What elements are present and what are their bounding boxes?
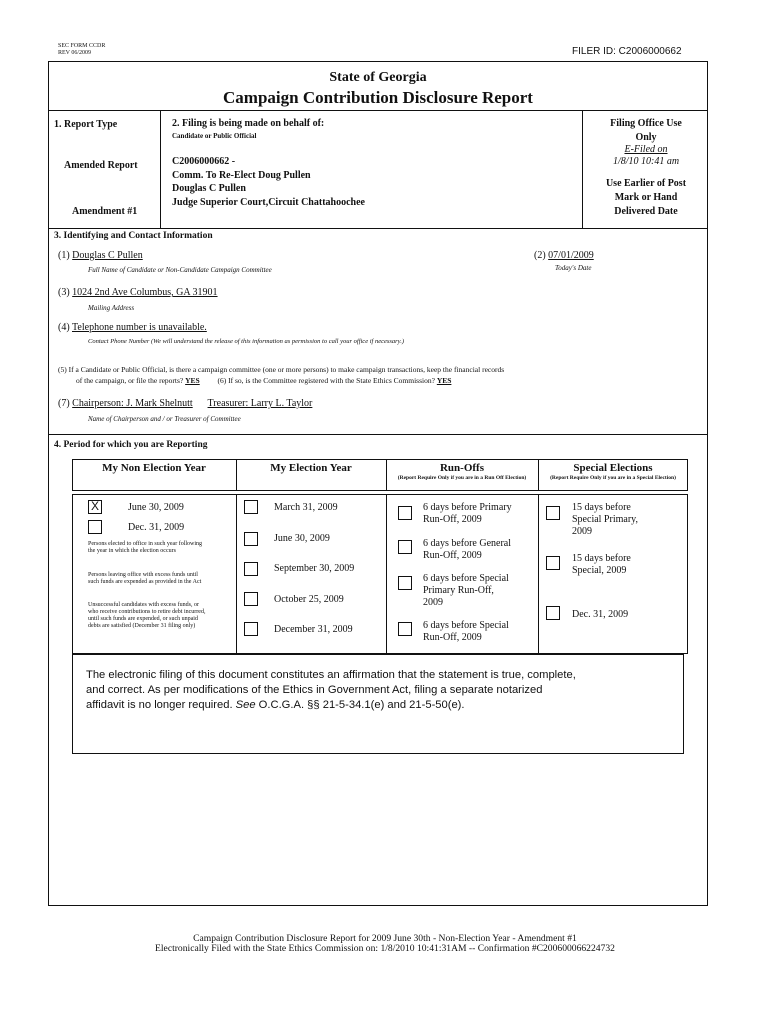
runoff-primary-line1: 6 days before Primary <box>423 502 512 513</box>
affirmation-text <box>86 668 676 713</box>
item6-text: (6) If so, is the Committee registered with the State Ethics Commission? <box>217 376 435 385</box>
non-election-dec-label: Dec. 31, 2009 <box>128 522 185 533</box>
col-runoffs-note: (Report Require Only if you are in a Run Off Election) <box>397 475 527 481</box>
special-dec-label: Dec. 31, 2009 <box>572 609 629 620</box>
footer-line2: Electronically Filed with the State Ethics Commission on: 1/8/2010 10:41:31AM -- Confirmation #C200600066224732 <box>155 943 615 954</box>
phone: Telephone number is unavailable. <box>72 322 207 333</box>
address-caption: Mailing Address <box>88 304 135 312</box>
footer-line1: Campaign Contribution Disclosure Report for 2009 June 30th - Non-Election Year - Amendment #1 <box>193 933 577 944</box>
special-primary-line2: Special Primary, <box>572 514 639 525</box>
runoff-special-primary-line3: 2009 <box>423 597 443 608</box>
col-election: My Election Year <box>270 462 352 474</box>
election-october-label: October 25, 2009 <box>274 594 344 605</box>
filing-office-title2: Only <box>635 132 657 143</box>
full-name-row <box>58 250 143 262</box>
divider-s2 <box>582 110 583 228</box>
footer <box>0 934 770 954</box>
runoff-special-primary-label <box>423 573 509 609</box>
section1-label: 1. Report Type <box>54 119 118 130</box>
divider-s3-top <box>48 228 708 229</box>
non-election-note3: Unsuccessful candidates with excess funds, or who receive contributions to retire debt incurred, until such funds are expended, or such unpaid debts are satisfied (December 31 filing only) <box>88 602 206 629</box>
election-october-checkbox[interactable] <box>244 592 258 606</box>
filing-office <box>584 118 708 218</box>
todays-date-row <box>534 250 594 262</box>
runoff-special-line2: Run-Off, 2009 <box>423 632 482 643</box>
body-divider1 <box>236 494 237 654</box>
non-election-note1: Persons elected to office in such year following the year in which the election occurs <box>88 541 203 554</box>
efiled-date: 1/8/10 10:41 am <box>612 156 680 167</box>
section3-label: 3. Identifying and Contact Information <box>54 231 213 241</box>
section2-sublabel: Candidate or Public Official <box>172 132 257 140</box>
todays-date: 07/01/2009 <box>548 250 594 261</box>
affirmation-line1: The electronic filing of this document constitutes an affirmation that the statement is true, complete, <box>86 669 576 681</box>
form-code-line2: REV 06/2009 <box>58 50 92 56</box>
item2-num: (2) <box>534 250 546 261</box>
item4-num: (4) <box>58 322 70 333</box>
candidate-name: Douglas C Pullen <box>172 183 246 194</box>
divider-s1 <box>160 110 161 228</box>
runoff-general-line2: Run-Off, 2009 <box>423 550 482 561</box>
runoff-special-checkbox[interactable] <box>398 622 412 636</box>
affirmation-line3-b: O.C.G.A. §§ 21-5-34.1(e) and 21-5-50(e). <box>255 699 465 711</box>
special-primary-label <box>572 502 638 538</box>
report-title: Campaign Contribution Disclosure Report <box>223 88 533 107</box>
election-september-label: September 30, 2009 <box>274 563 355 574</box>
affirmation-line3-a: affidavit is no longer required. <box>86 699 236 711</box>
full-name: Douglas C Pullen <box>72 250 143 261</box>
runoff-special-primary-line1: 6 days before Special <box>423 573 509 584</box>
election-december-label: December 31, 2009 <box>274 624 353 635</box>
special-election-checkbox[interactable] <box>546 556 560 570</box>
election-june-label: June 30, 2009 <box>274 533 330 544</box>
item5-text2: of the campaign, or file the reports? <box>76 376 184 385</box>
runoff-general-label <box>423 538 511 562</box>
phone-caption: Contact Phone Number (We will understand the release of this information as permission to call your office if necessary.) <box>88 338 405 345</box>
runoff-special-line1: 6 days before Special <box>423 620 509 631</box>
item6-answer: YES <box>436 376 452 385</box>
item1-num: (1) <box>58 250 70 261</box>
phone-row <box>58 322 207 334</box>
committee-question <box>58 364 504 386</box>
mailing-address: 1024 2nd Ave Columbus, GA 31901 <box>72 287 218 298</box>
runoff-special-primary-line2: Primary Run-Off, <box>423 585 494 596</box>
item7-num: (7) <box>58 398 70 409</box>
special-election-label <box>572 553 631 577</box>
chairperson: Chairperson: J. Mark Shelnutt <box>72 398 193 409</box>
body-divider2 <box>386 494 387 654</box>
section2-label: 2. Filing is being made on behalf of: <box>172 118 325 129</box>
office-name: Judge Superior Court,Circuit Chattahoochee <box>172 197 365 208</box>
todays-date-caption: Today's Date <box>555 264 592 272</box>
special-primary-checkbox[interactable] <box>546 506 560 520</box>
runoff-special-primary-checkbox[interactable] <box>398 576 412 590</box>
col-special-note: (Report Require Only if you are in a Special Election) <box>550 475 676 481</box>
filer-id: FILER ID: C2006000662 <box>572 46 682 57</box>
special-primary-line3: 2009 <box>572 526 592 537</box>
special-primary-line1: 15 days before <box>572 502 631 513</box>
form-code-line1: SEC FORM CCDR <box>58 43 106 49</box>
section4-label: 4. Period for which you are Reporting <box>54 440 208 450</box>
non-election-june-label: June 30, 2009 <box>128 502 184 513</box>
runoff-special-label <box>423 620 509 644</box>
item5-text: (5) If a Candidate or Public Official, is there a campaign committee (one or more persons) to make campaign transactions, keep the financial records <box>58 365 505 374</box>
officers-caption: Name of Chairperson and / or Treasurer of Committee <box>88 415 241 423</box>
item3-num: (3) <box>58 287 70 298</box>
election-june-checkbox[interactable] <box>244 532 258 546</box>
non-election-note2: Persons leaving office with excess funds until such funds are expended as provided in the Act <box>88 572 202 585</box>
divider-top <box>48 110 708 111</box>
amendment-number: Amendment #1 <box>72 206 138 217</box>
runoff-primary-line2: Run-Off, 2009 <box>423 514 482 525</box>
filing-office-title1: Filing Office Use <box>610 118 682 129</box>
election-march-label: March 31, 2009 <box>274 502 338 513</box>
special-dec-checkbox[interactable] <box>546 606 560 620</box>
full-name-caption: Full Name of Candidate or Non-Candidate Campaign Committee <box>88 266 272 274</box>
non-election-dec-checkbox[interactable] <box>88 520 102 534</box>
col-runoffs: Run-Offs <box>439 462 484 474</box>
treasurer: Treasurer: Larry L. Taylor <box>207 398 313 409</box>
runoff-general-line1: 6 days before General <box>423 538 512 549</box>
divider-s4-top <box>48 434 708 435</box>
body-divider3 <box>538 494 539 654</box>
report-type: Amended Report <box>64 160 138 171</box>
committee-name: Comm. To Re-Elect Doug Pullen <box>172 170 311 181</box>
affirmation-line2: and correct. As per modifications of the Ethics in Government Act, filing a separate notarized <box>86 684 543 696</box>
col-non-election: My Non Election Year <box>102 462 206 474</box>
non-election-june-checkbox[interactable]: X <box>88 500 102 514</box>
address-row <box>58 287 218 299</box>
runoff-primary-checkbox[interactable] <box>398 506 412 520</box>
col-special: Special Elections <box>573 462 653 474</box>
filing-note3: Delivered Date <box>614 206 678 217</box>
runoff-general-checkbox[interactable] <box>398 540 412 554</box>
election-december-checkbox[interactable] <box>244 622 258 636</box>
filing-note1: Use Earlier of Post <box>605 178 687 189</box>
filing-note2: Mark or Hand <box>614 192 678 203</box>
filer-code: C2006000662 - <box>172 156 236 167</box>
item5-answer: YES <box>185 376 200 385</box>
special-election-line2: Special, 2009 <box>572 565 627 576</box>
affirmation-line3 <box>86 698 676 713</box>
form-code <box>58 43 105 57</box>
efiled-label: E-Filed on <box>624 144 668 155</box>
officers-row <box>58 398 312 410</box>
runoff-primary-label <box>423 502 512 526</box>
special-election-line1: 15 days before <box>572 553 631 564</box>
affirmation-see: See <box>235 699 256 711</box>
election-september-checkbox[interactable] <box>244 562 258 576</box>
state-title: State of Georgia <box>329 70 427 85</box>
election-march-checkbox[interactable] <box>244 500 258 514</box>
